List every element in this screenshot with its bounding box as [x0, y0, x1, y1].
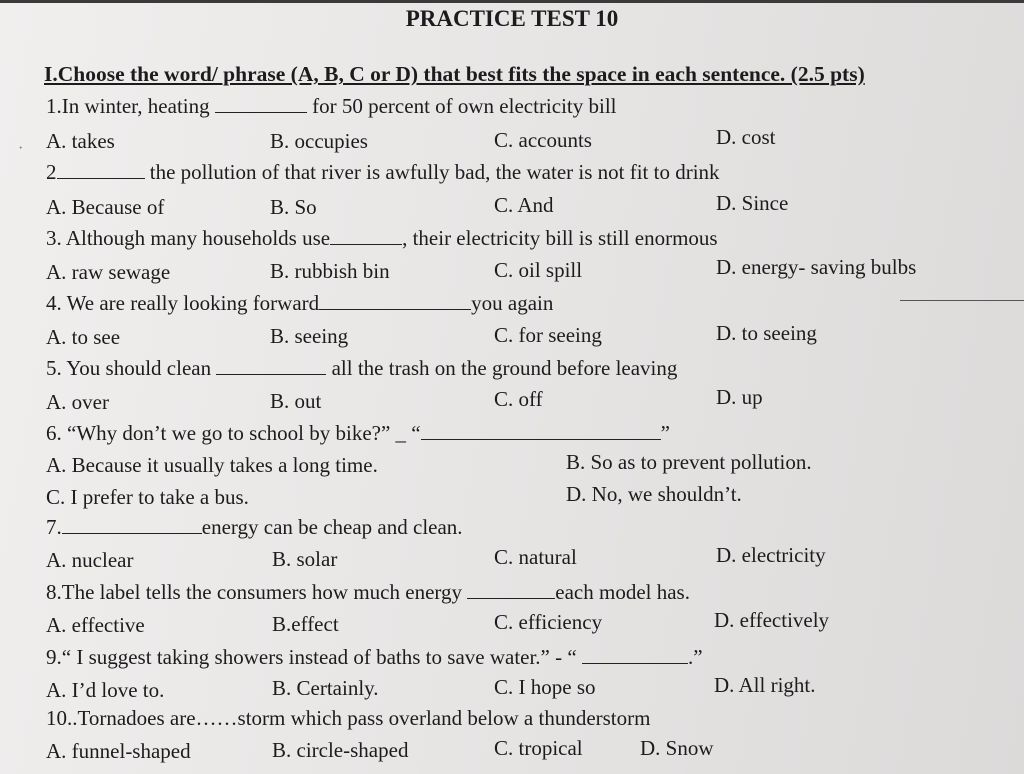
question-4-stem — [46, 291, 553, 316]
question-8-option-a: A. effective — [46, 613, 145, 637]
question-3-option-a: A. raw sewage — [46, 260, 171, 284]
question-4-option-b: B. seeing — [270, 324, 349, 348]
question-4-option-d: D. to seeing — [716, 321, 817, 345]
question-9-blank — [582, 645, 688, 664]
question-10-text: 10..Tornadoes are……storm which pass overland below a thunderstorm — [46, 706, 651, 730]
page-title: PRACTICE TEST 10 — [405, 6, 619, 31]
question-9-text-before: 9.“ I suggest taking showers instead of baths to save water.” - “ — [46, 645, 582, 669]
question-1-stem — [46, 94, 617, 119]
question-10-option-c: C. tropical — [494, 736, 583, 760]
question-7-text-after: energy can be cheap and clean. — [201, 515, 463, 539]
question-10-option-b: B. circle-shaped — [272, 738, 409, 762]
question-3-option-d: D. energy- saving bulbs — [716, 255, 917, 279]
question-3-option-b: B. rubbish bin — [270, 259, 390, 283]
question-6-stem — [46, 421, 670, 446]
question-7-option-b: B. solar — [272, 547, 338, 571]
question-7-option-a: A. nuclear — [46, 548, 134, 572]
question-6-option-c: C. I prefer to take a bus. — [46, 485, 249, 509]
question-5-stem — [46, 356, 677, 381]
question-7-option-d: D. electricity — [716, 543, 826, 567]
question-1-option-a: A. takes — [46, 129, 115, 153]
margin-rule — [900, 300, 1024, 301]
question-2-option-b: B. So — [270, 195, 317, 219]
question-10-option-a: A. funnel-shaped — [46, 739, 191, 763]
question-8-option-b: B.effect — [272, 612, 339, 636]
question-5-option-d: D. up — [716, 385, 763, 409]
question-1-text-before: 1.In winter, heating — [46, 94, 215, 118]
question-9-option-a: A. I’d love to. — [46, 678, 165, 702]
question-7-blank — [62, 515, 202, 534]
question-10-stem — [46, 706, 650, 731]
question-9-text-after: .” — [687, 645, 703, 669]
question-9-option-c: C. I hope so — [494, 675, 596, 699]
question-2-stem — [46, 160, 720, 185]
question-4-blank — [319, 291, 471, 310]
question-8-option-c: C. efficiency — [494, 610, 603, 634]
question-6-option-d: D. No, we shouldn’t. — [566, 482, 742, 506]
question-6-option-a: A. Because it usually takes a long time. — [46, 453, 378, 477]
question-8-stem — [46, 580, 690, 605]
question-2-text-before: 2 — [46, 160, 57, 184]
question-2-text-after: the pollution of that river is awfully bad, the water is not fit to drink — [144, 160, 720, 184]
question-1-option-b: B. occupies — [270, 129, 368, 153]
question-6-text-after: ” — [660, 421, 670, 445]
question-10-option-d: D. Snow — [640, 736, 714, 760]
question-9-option-d: D. All right. — [714, 673, 816, 697]
question-3-option-c: C. oil spill — [494, 258, 583, 282]
question-8-blank — [467, 580, 555, 599]
question-5-blank — [216, 356, 326, 375]
section-heading: I.Choose the word/ phrase (A, B, C or D) that best fits the space in each sentence. (2.5 pts) — [44, 62, 865, 86]
question-1-blank — [215, 94, 307, 113]
question-4-text-after: you again — [471, 291, 554, 315]
question-2-blank — [57, 160, 145, 179]
question-4-option-c: C. for seeing — [494, 323, 602, 347]
question-8-text-before: 8.The label tells the consumers how much energy — [46, 580, 468, 604]
question-5-option-c: C. off — [494, 387, 543, 411]
question-3-text-before: 3. Although many households use — [46, 226, 331, 250]
question-8-text-after: each model has. — [555, 580, 690, 604]
question-6-text-before: 6. “Why don’t we go to school by bike?” _ “ — [46, 421, 421, 445]
question-9-option-b: B. Certainly. — [272, 676, 379, 700]
question-1-text-after: for 50 percent of own electricity bill — [306, 94, 617, 118]
question-7-stem — [46, 515, 463, 540]
question-3-stem — [46, 226, 718, 251]
question-5-text-before: 5. You should clean — [46, 356, 217, 380]
question-4-option-a: A. to see — [46, 325, 121, 349]
question-2-option-c: C. And — [494, 193, 554, 217]
question-2-option-d: D. Since — [716, 191, 789, 215]
question-5-text-after: all the trash on the ground before leaving — [326, 356, 678, 380]
question-1-option-d: D. cost — [716, 125, 776, 149]
question-7-option-c: C. natural — [494, 545, 577, 569]
question-3-blank — [330, 226, 402, 245]
question-7-text-before: 7. — [46, 515, 62, 539]
question-5-option-b: B. out — [270, 389, 322, 413]
question-1-option-c: C. accounts — [494, 128, 592, 152]
question-6-option-b: B. So as to prevent pollution. — [566, 450, 812, 474]
question-9-stem — [46, 645, 703, 670]
question-5-option-a: A. over — [46, 390, 109, 414]
question-2-option-a: A. Because of — [46, 195, 165, 219]
question-4-text-before: 4. We are really looking forward — [46, 291, 320, 315]
top-rule — [0, 0, 1024, 3]
question-6-blank — [421, 421, 661, 440]
question-8-option-d: D. effectively — [714, 608, 830, 632]
question-3-text-after: , their electricity bill is still enormous — [402, 226, 718, 250]
margin-mark: · — [18, 140, 24, 157]
